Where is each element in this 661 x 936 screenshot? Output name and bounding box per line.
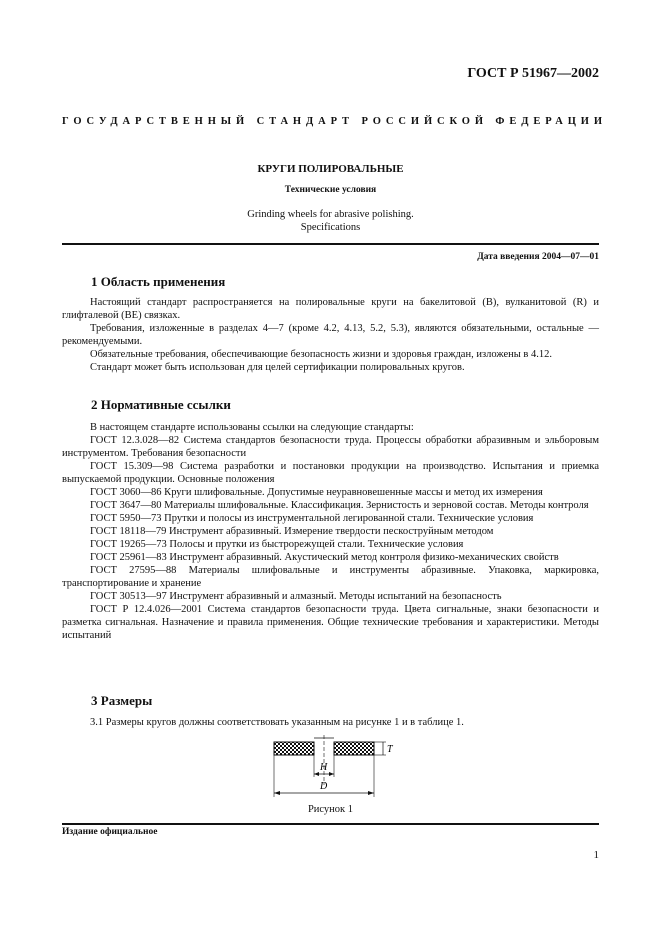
reference-item: ГОСТ 30513—97 Инструмент абразивный и алмазный. Методы испытаний на безопасность [90,591,502,602]
section-1-paragraph: Требования, изложенные в разделах 4—7 (кроме 4.2, 4.13, 5.2, 5.3), являются обязательными, остальные — рекомендуемыми. [62,323,599,347]
section-2-heading: 2 Нормативные ссылки [91,397,231,412]
section-3-heading: 3 Размеры [91,693,153,708]
page-number: 1 [593,849,599,861]
dimension-label-T: T [387,744,393,755]
reference-item: ГОСТ 18118—79 Инструмент абразивный. Измерение твердости пескоструйным методом [90,526,494,537]
section-1-paragraph: Настоящий стандарт распространяется на полировальные круги на бакелитовой (B), вулканитовой (R) и глифталевой (BE) связках. [62,297,599,321]
document-title: КРУГИ ПОЛИРОВАЛЬНЫЕ [257,163,404,175]
footer-divider [62,823,599,825]
arrow-head [314,772,319,776]
reference-item: ГОСТ 5950—73 Прутки и полосы из инструментальной легированной стали. Технические условия [90,513,534,524]
english-title [62,208,599,234]
wheel-right-section [334,742,374,755]
document-subtitle: Технические условия [284,185,377,195]
dimension-label-H: H [320,762,328,773]
title-divider [62,243,599,245]
document-code: ГОСТ Р 51967—2002 [467,66,599,81]
arrow-head [368,791,374,795]
reference-item: ГОСТ 15.309—98 Система разработки и постановки продукции на производство. Испытания и приемка выпускаемой продукции. Основные положения [62,461,599,485]
reference-item: ГОСТ 3060—86 Круги шлифовальные. Допустимые неуравновешенные массы и метод их измерения [90,487,543,498]
english-title-line-1: Grinding wheels for abrasive polishing. [247,209,414,220]
reference-item: ГОСТ Р 12.4.026—2001 Система стандартов безопасности труда. Цвета сигнальные, знаки безопасности и разметка сигнальная. Назначение и правила применения. Общие технические требования и характеристики. Методы испытаний [62,604,599,641]
section-1-body [62,296,599,374]
wheel-left-section [274,742,314,755]
figure-1-wheel-drawing [262,735,402,803]
section-1-paragraph: Стандарт может быть использован для целей сертификации полировальных кругов. [90,362,465,373]
reference-item: ГОСТ 3647—80 Материалы шлифовальные. Классификация. Зернистость и зерновой состав. Методы контроля [90,500,589,511]
state-standard-title: ГОСУДАРСТВЕННЫЙ СТАНДАРТ РОССИЙСКОЙ ФЕДЕРАЦИИ [62,116,607,127]
section-2-intro: В настоящем стандарте использованы ссылки на следующие стандарты: [90,422,414,433]
reference-item: ГОСТ 25961—83 Инструмент абразивный. Акустический метод контроля физико-механических свойств [90,552,559,563]
section-1-heading: 1 Область применения [91,274,226,289]
reference-item: ГОСТ 27595—88 Материалы шлифовальные и инструменты абразивные. Упаковка, маркировка, транспортирование и хранение [62,565,599,589]
section-1-paragraph: Обязательные требования, обеспечивающие безопасность жизни и здоровья граждан, изложены в 4.12. [90,349,552,360]
section-3-paragraph: 3.1 Размеры кругов должны соответствовать указанным на рисунке 1 и в таблице 1. [90,717,464,728]
dimension-label-D: D [320,781,328,792]
figure-caption: Рисунок 1 [307,804,354,815]
english-title-line-2: Specifications [300,222,361,233]
introduction-date: Дата введения 2004—07—01 [477,252,599,262]
arrow-head [274,791,280,795]
arrow-head [329,772,334,776]
reference-item: ГОСТ 19265—73 Полосы и прутки из быстрорежущей стали. Технические условия [90,539,464,550]
section-3-body [62,716,599,729]
official-edition-note: Издание официальное [62,827,158,837]
reference-item: ГОСТ 12.3.028—82 Система стандартов безопасности труда. Процессы обработки абразивным и эльборовым инструментом. Требования безопасности [62,435,599,459]
section-2-body [62,421,599,642]
